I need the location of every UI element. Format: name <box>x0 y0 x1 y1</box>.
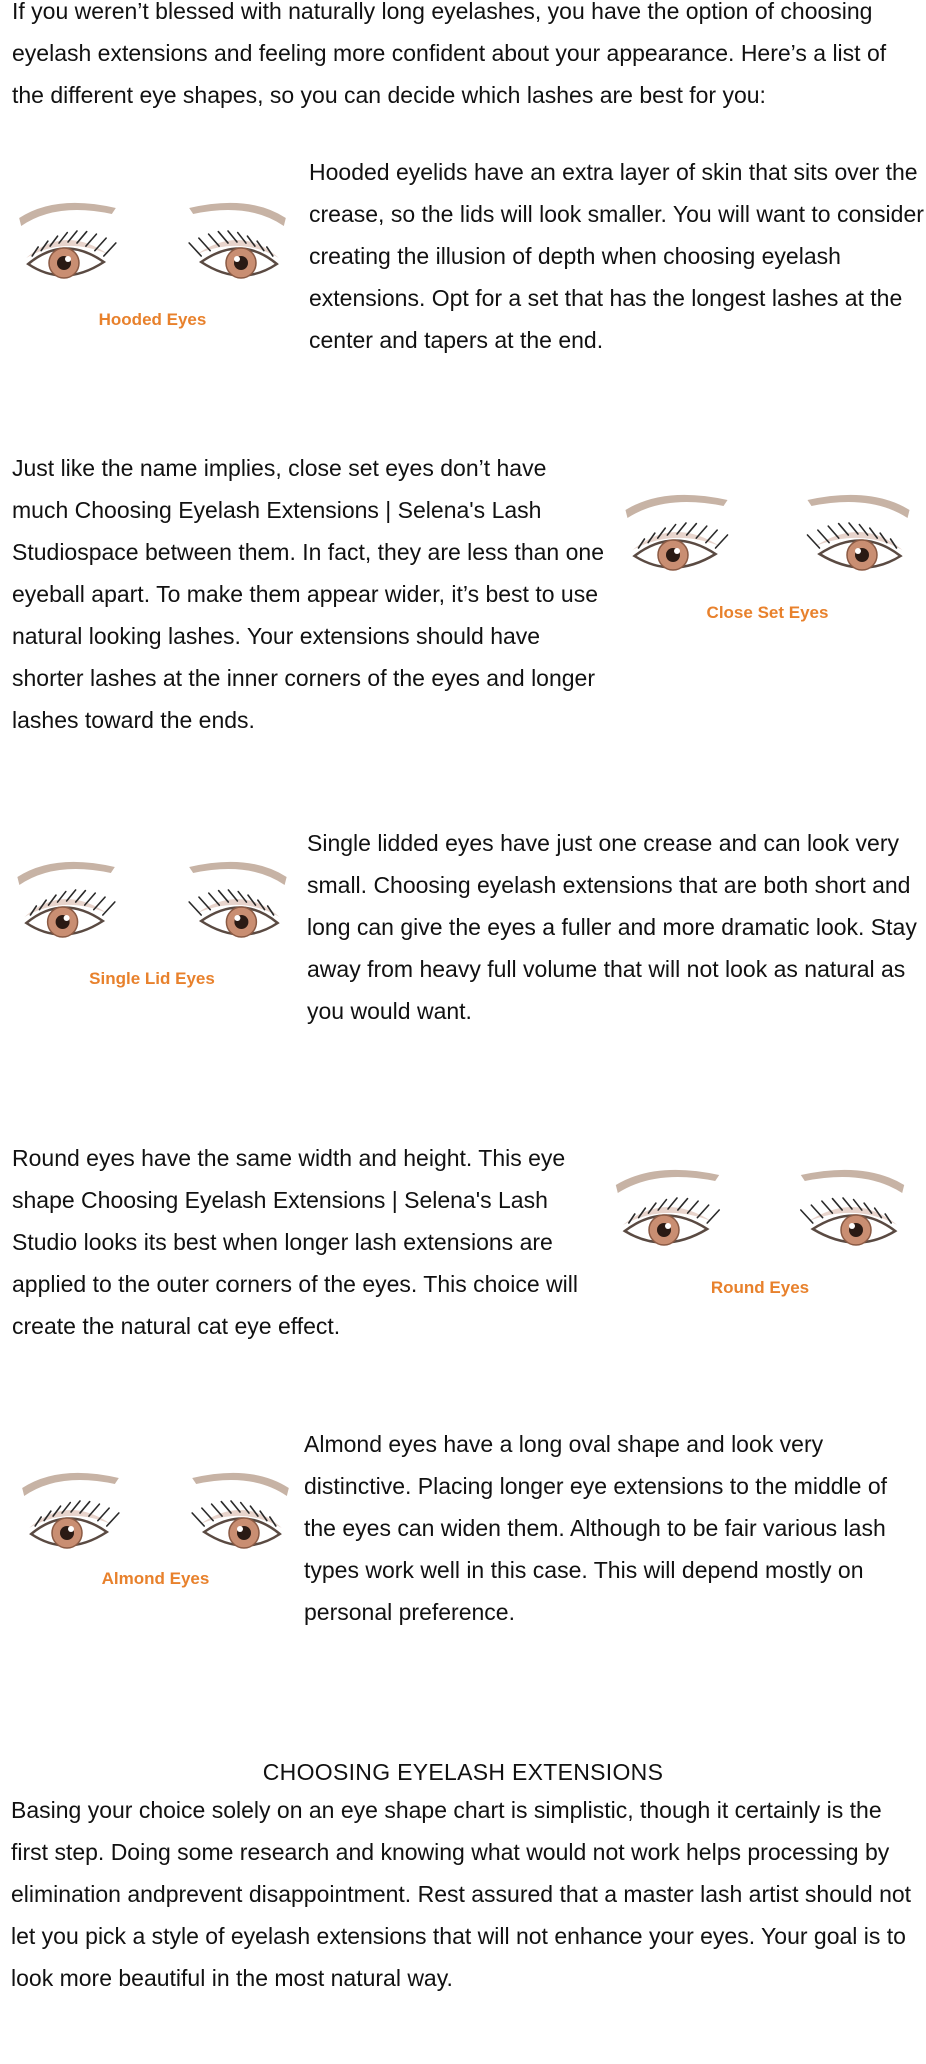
almond-eyes-icon <box>8 1466 303 1576</box>
almond-eyes-illustration <box>8 1466 303 1611</box>
single-lid-eyes-icon <box>3 855 301 965</box>
intro-paragraph: If you weren’t blessed with naturally long eyelashes, you have the option of choosing eyelash extensions and feeling more confident about your appearance. Here’s a list of the different eye shapes, so you can decide which lashes are best for you: <box>12 0 887 108</box>
hooded-eyes-caption: Hooded Eyes <box>98 310 207 329</box>
round-eyes-paragraph: Round eyes have the same width and height. This eye shape Choosing Eyelash Extensions | Selena's Lash Studio looks its best when longer lash extensions are applied to the outer corners of the eyes. This choice will create the natural cat eye effect. <box>12 1145 578 1339</box>
hooded-eyes-illustration <box>5 196 300 341</box>
hooded-eyes-icon <box>5 196 300 306</box>
close-set-eyes-paragraph: Just like the name implies, close set eyes don’t have much Choosing Eyelash Extensions | Selena's Lash Studiospace between them. In fact, they are less than one eyeball apart. To make them appear wider, it’s best to use natural looking lashes. Your extensions should have shorter lashes at the inner corners of the eyes and longer lashes toward the ends. <box>12 455 604 733</box>
round-eyes-icon <box>600 1163 920 1273</box>
closing-heading: CHOOSING EYELASH EXTENSIONS <box>262 1759 664 1785</box>
round-eyes-illustration <box>600 1163 920 1308</box>
single-lid-eyes-caption: Single Lid Eyes <box>89 969 215 988</box>
almond-eyes-caption: Almond Eyes <box>101 1569 210 1588</box>
round-eyes-caption: Round Eyes <box>710 1278 810 1297</box>
closing-paragraph: Basing your choice solely on an eye shape chart is simplistic, though it certainly is the first step. Doing some research and knowing what would not work helps processing by elimination andprevent disappointment. Rest assured that a master lash artist should not let you pick a style of eyelash extensions that will not enhance your eyes. Your goal is to look more beautiful in the most natural way. <box>11 1797 912 1991</box>
close-set-eyes-caption: Close Set Eyes <box>706 603 829 622</box>
hooded-eyes-paragraph: Hooded eyelids have an extra layer of skin that sits over the crease, so the lids will look smaller. You will want to consider creating the illusion of depth when choosing eyelash extensions. Opt for a set that has the longest lashes at the center and tapers at the end. <box>309 159 924 353</box>
close-set-eyes-illustration <box>610 488 925 633</box>
close-set-eyes-icon <box>610 488 925 598</box>
single-lid-eyes-illustration <box>3 855 301 1000</box>
almond-eyes-paragraph: Almond eyes have a long oval shape and look very distinctive. Placing longer eye extensions to the middle of the eyes can widen them. Although to be fair various lash types work well in this case. This will depend mostly on personal preference. <box>304 1431 887 1625</box>
single-lid-eyes-paragraph: Single lidded eyes have just one crease and can look very small. Choosing eyelash extensions that are both short and long can give the eyes a fuller and more dramatic look. Stay away from heavy full volume that will not look as natural as you would want. <box>307 830 917 1024</box>
